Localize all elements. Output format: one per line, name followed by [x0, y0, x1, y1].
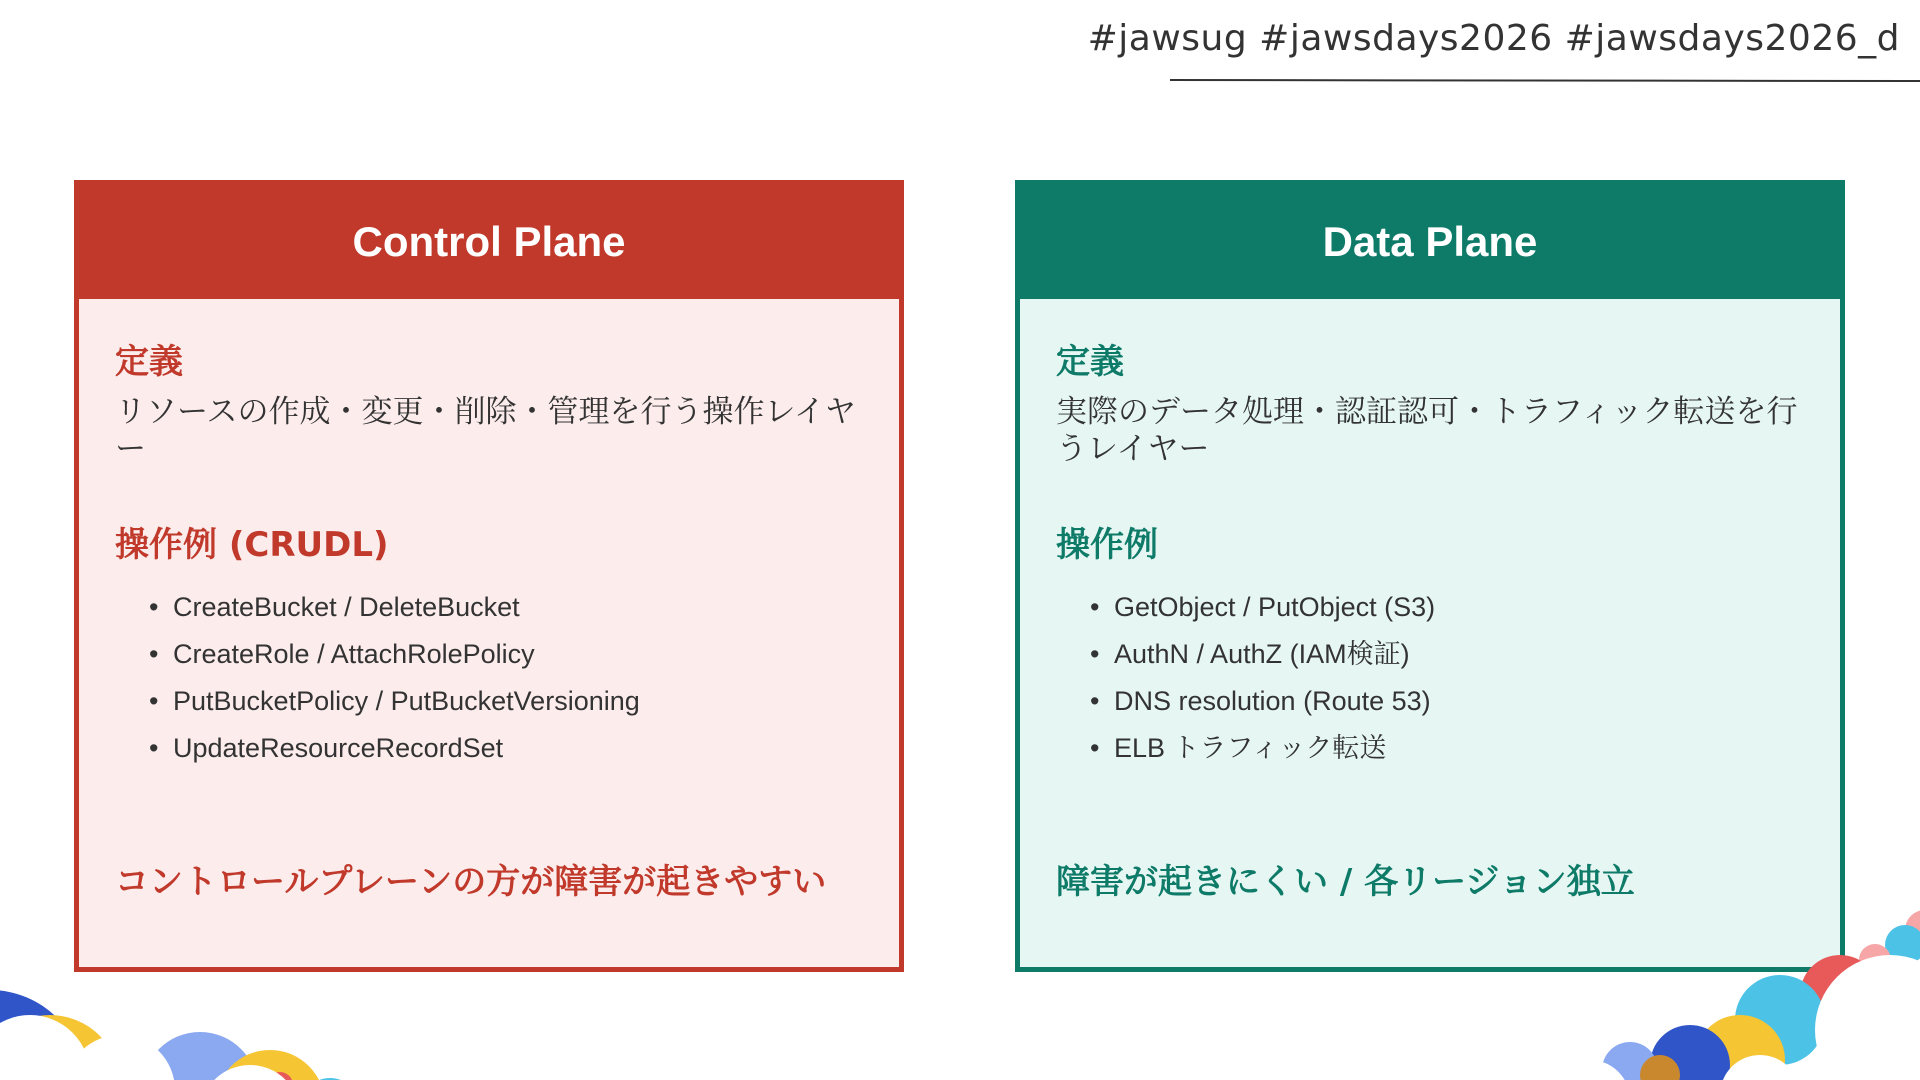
control-plane-card [74, 180, 904, 972]
data-plane-header [1020, 185, 1840, 299]
data-plane-card [1015, 180, 1845, 972]
example-text: ELB トラフィック転送 [1114, 733, 1387, 763]
bullet-icon: • [149, 592, 159, 622]
list-item [1056, 678, 1435, 725]
control-definition-title: 定義 [115, 342, 183, 382]
example-text: AuthN / AuthZ (IAM検証) [1114, 639, 1410, 669]
hashtag-underline [1170, 79, 1920, 82]
cloud-decoration-right-icon [1500, 900, 1920, 1080]
data-plane-title: Data Plane [1322, 218, 1538, 265]
bullet-icon: • [149, 733, 159, 763]
example-text: UpdateResourceRecordSet [173, 733, 504, 763]
bullet-icon: • [1090, 592, 1100, 622]
bullet-icon: • [1090, 733, 1100, 763]
bullet-icon: • [149, 639, 159, 669]
control-examples-list [115, 584, 640, 772]
bullet-icon: • [149, 686, 159, 716]
control-examples-title: 操作例 (CRUDL) [115, 525, 389, 565]
list-item [1056, 725, 1435, 772]
example-text: CreateRole / AttachRolePolicy [173, 639, 535, 669]
example-text: GetObject / PutObject (S3) [1114, 592, 1436, 622]
data-note: 障害が起きにくい / 各リージョン独立 [1056, 862, 1635, 902]
bullet-icon: • [1090, 686, 1100, 716]
control-note: コントロールプレーンの方が障害が起きやすい [115, 862, 827, 902]
list-item [115, 678, 640, 725]
data-definition-title: 定義 [1056, 342, 1124, 382]
list-item [1056, 631, 1435, 678]
example-text: PutBucketPolicy / PutBucketVersioning [173, 686, 640, 716]
control-plane-title: Control Plane [352, 218, 626, 265]
control-definition-text: リソースの作成・変更・削除・管理を行う操作レイヤー [115, 394, 856, 467]
hashtags-text: #jawsug #jawsdays2026 #jawsdays2026_d [1087, 18, 1900, 59]
example-text: DNS resolution (Route 53) [1114, 686, 1431, 716]
example-text: CreateBucket / DeleteBucket [173, 592, 520, 622]
control-plane-header [79, 185, 899, 299]
list-item [115, 631, 640, 678]
list-item [115, 584, 640, 631]
data-definition-text: 実際のデータ処理・認証認可・トラフィック転送を行うレイヤー [1056, 394, 1798, 467]
data-examples-list [1056, 584, 1435, 772]
list-item [1056, 584, 1435, 631]
data-examples-title: 操作例 [1056, 525, 1158, 565]
bullet-icon: • [1090, 639, 1100, 669]
list-item [115, 725, 640, 772]
cloud-decoration-left-icon [0, 910, 430, 1080]
